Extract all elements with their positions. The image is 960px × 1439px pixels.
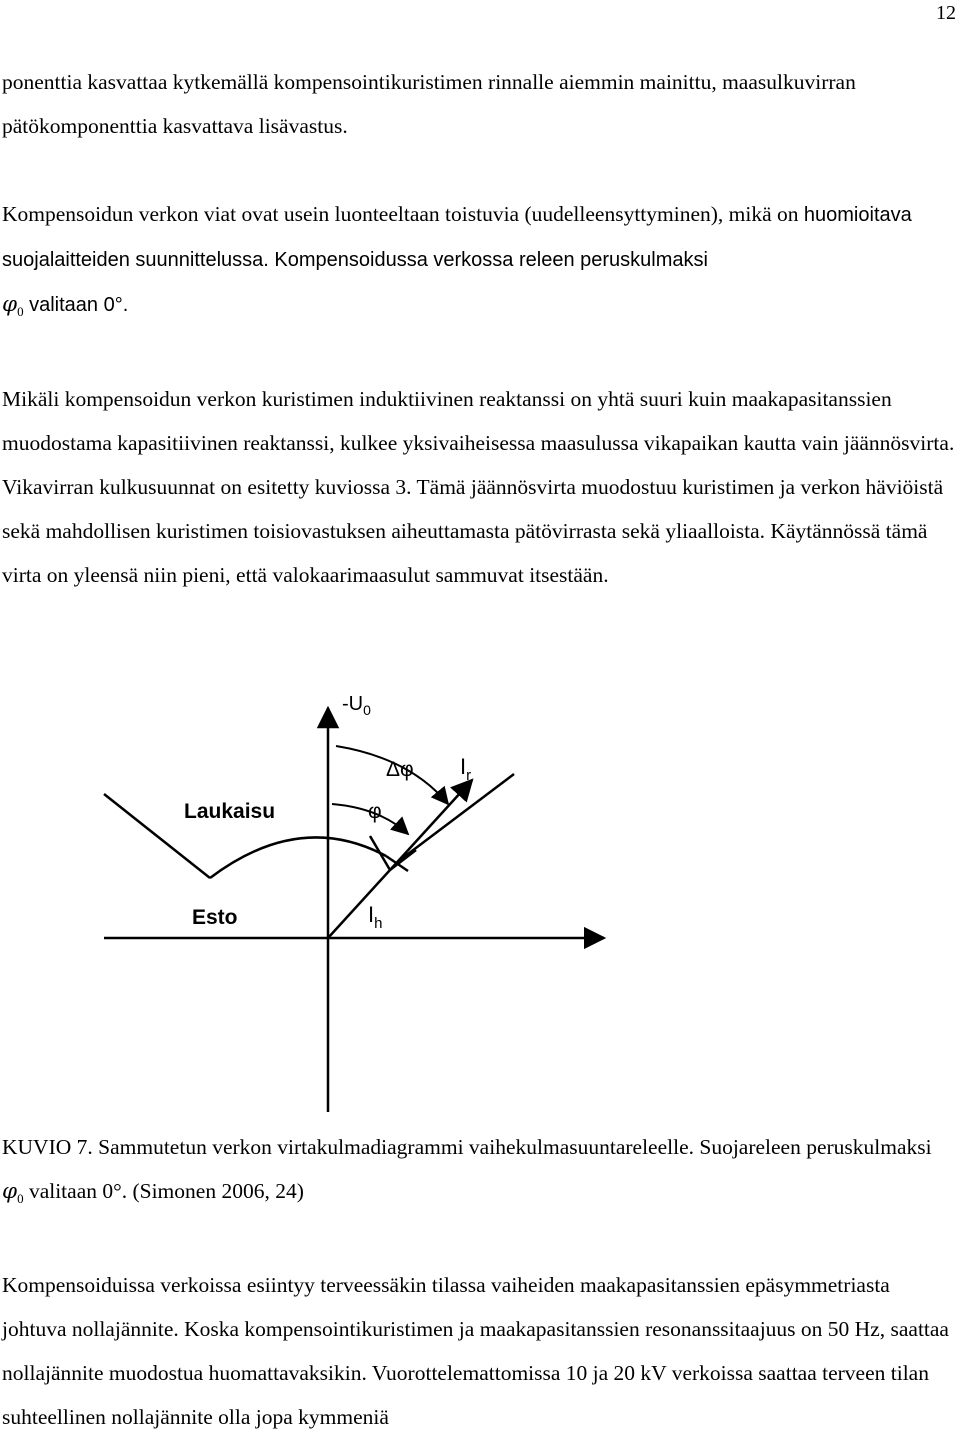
phi-label: φ bbox=[368, 800, 382, 823]
paragraph-2-end: valitaan 0°. bbox=[23, 294, 129, 316]
caption-text: KUVIO 7. Sammutetun verkon virtakulmadiagrammi vaihekulmasuuntareleelle. Suojareleen peruskulmaksi bbox=[2, 1135, 932, 1159]
page-number: 12 bbox=[936, 2, 956, 24]
caption-phi-symbol: φ bbox=[2, 1179, 18, 1204]
ir-subscript: r bbox=[466, 767, 472, 784]
ih-subscript: h bbox=[374, 915, 383, 932]
ih-label: I bbox=[368, 902, 375, 927]
phi-symbol: φ bbox=[2, 292, 18, 317]
esto-label: Esto bbox=[192, 906, 238, 929]
paragraph-3: Mikäli kompensoidun verkon kuristimen induktiivinen reaktanssi on yhtä suuri kuin maakapasitanssien muodostama kapasitiivinen reaktanssi, kulkee yksivaiheisessa maasulussa vikapaikan kautta vain jäännösvirta. Vikavirran kulkusuunnat on esitetty kuviossa 3. Tämä jäännösvirta muodostuu kuristimen ja verkon häviöistä sekä mahdollisen kuristimen toisiovastuksen aiheuttamasta pätövirrasta sekä yliaalloista. Käytännössä tämä virta on yleensä niin pieni, että valokaarimaasulut sammuvat itsestään. bbox=[2, 387, 955, 587]
boundary-arc bbox=[210, 837, 386, 878]
u0-subscript: 0 bbox=[363, 702, 371, 718]
svg-text:Ir bbox=[460, 754, 471, 784]
paragraph-2-text-sans: huomioitava suojalaitteiden suunnittelussa. Kompensoidussa verkossa releen peruskulmaksi bbox=[2, 204, 912, 271]
paragraph-1: ponenttia kasvattaa kytkemällä kompensointikuristimen rinnalle aiemmin mainittu, maasulkuvirran pätökomponenttia kasvattava lisävastus. bbox=[2, 70, 856, 138]
phi-subscript: 0 bbox=[17, 304, 24, 319]
delta-phi-label: Δφ bbox=[386, 758, 414, 781]
right-upper-line bbox=[400, 774, 514, 860]
laukaisu-label: Laukaisu bbox=[184, 800, 276, 823]
phase-angle-diagram bbox=[90, 688, 650, 1116]
u0-label: -U bbox=[342, 693, 364, 715]
caption-phi-subscript: 0 bbox=[17, 1191, 24, 1206]
figure-caption bbox=[2, 1125, 956, 1221]
svg-text:-U0 bbox=[342, 693, 371, 718]
ir-label: I bbox=[460, 754, 467, 779]
paragraph-5: Kompensoiduissa verkoissa esiintyy terveessäkin tilassa vaiheiden maakapasitanssien epäsymmetriasta johtuva nollajännite. Koska kompensointikuristimen ja maakapasitanssien resonanssitaajuus on 50 Hz, saattaa nollajännite muodostua huomattavaksikin. Vuorottelemattomissa 10 ja 20 kV verkoissa saattaa terveen tilan suhteellinen nollajännite olla jopa kymmeniä bbox=[2, 1273, 949, 1429]
paragraph-2-text-serif: Kompensoidun verkon viat ovat usein luonteeltaan toistuvia (uudelleensyttyminen), mikä on bbox=[2, 202, 804, 226]
svg-text:Ih bbox=[368, 902, 382, 932]
caption-end: valitaan 0°. (Simonen 2006, 24) bbox=[23, 1179, 304, 1203]
paragraph-2 bbox=[2, 192, 956, 334]
